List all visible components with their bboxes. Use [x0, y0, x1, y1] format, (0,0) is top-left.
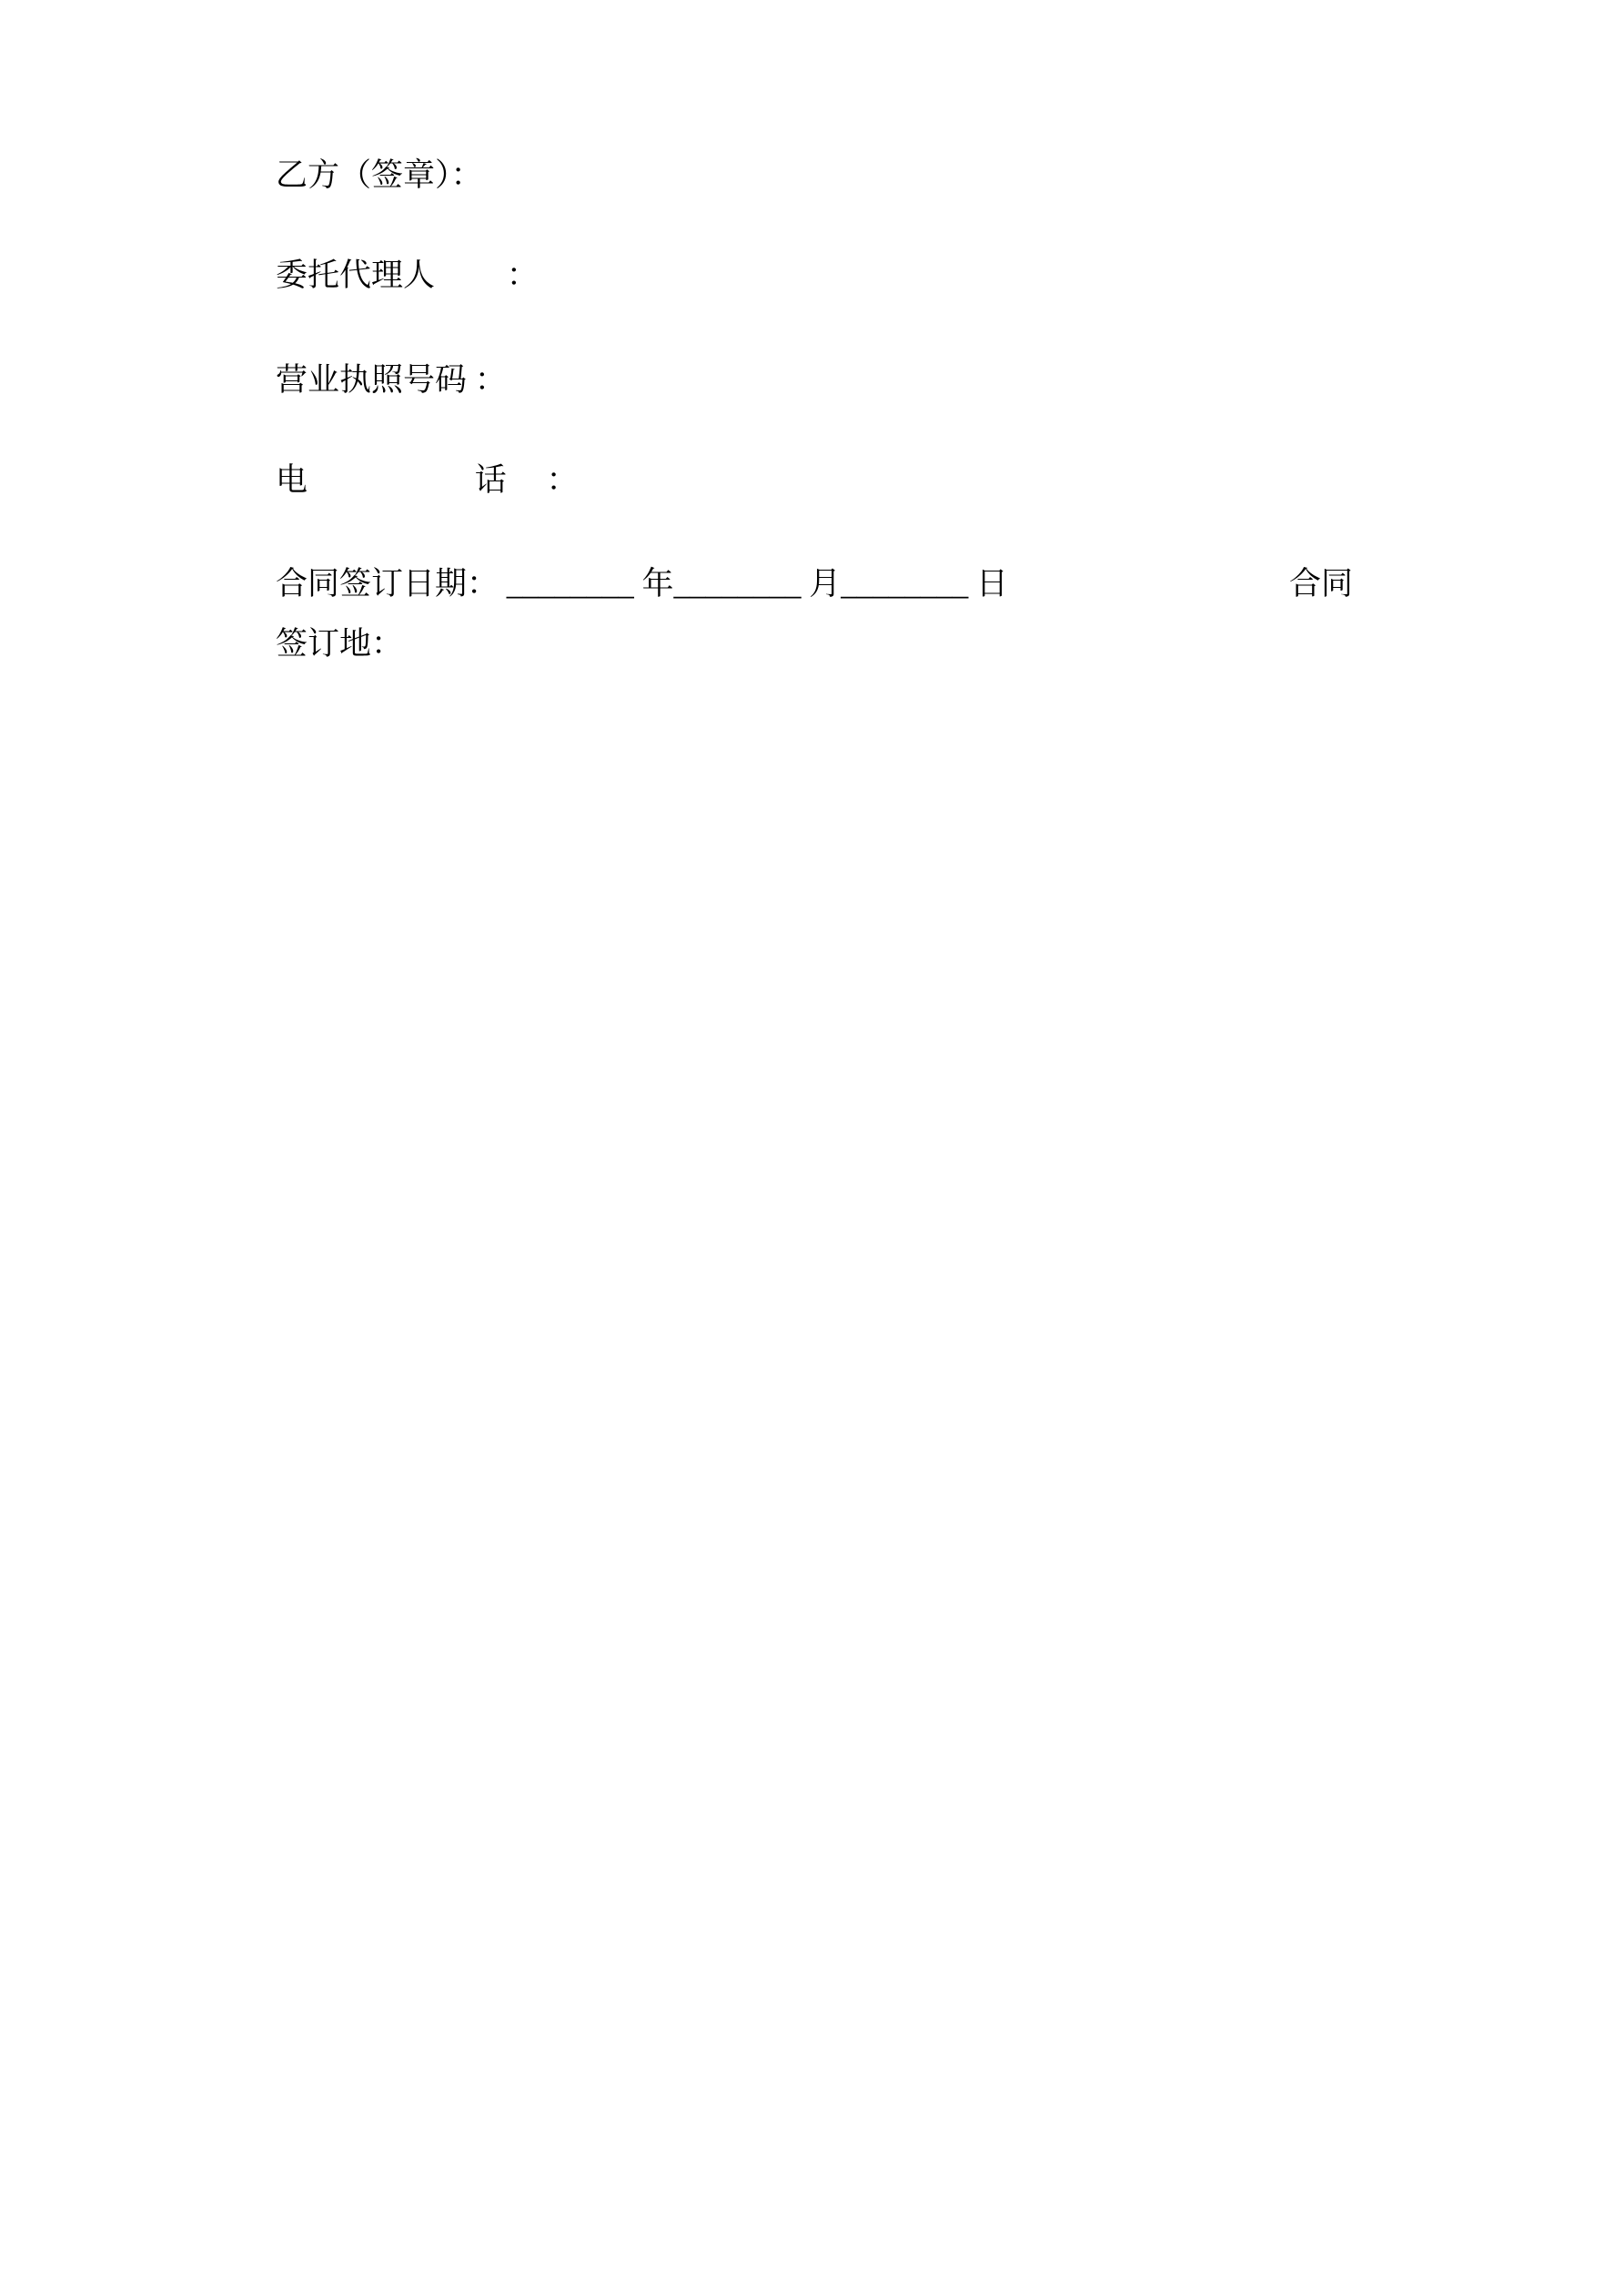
party-b-signature-label: 乙方（签章）： [276, 157, 483, 193]
contract-signing-place-label: 签订地： [276, 626, 404, 662]
telephone-label: 电 话 ： [276, 462, 579, 498]
business-license-number-label: 营业执照号码 ： [276, 362, 507, 398]
contract-signing-date-line: 合同签订日期： ________ 年________ 月________ 日 [276, 566, 1009, 602]
entrusted-agent-label: 委托代理人 ： [276, 258, 539, 293]
contract-signing-place-prefix: 合同 [1289, 566, 1354, 602]
